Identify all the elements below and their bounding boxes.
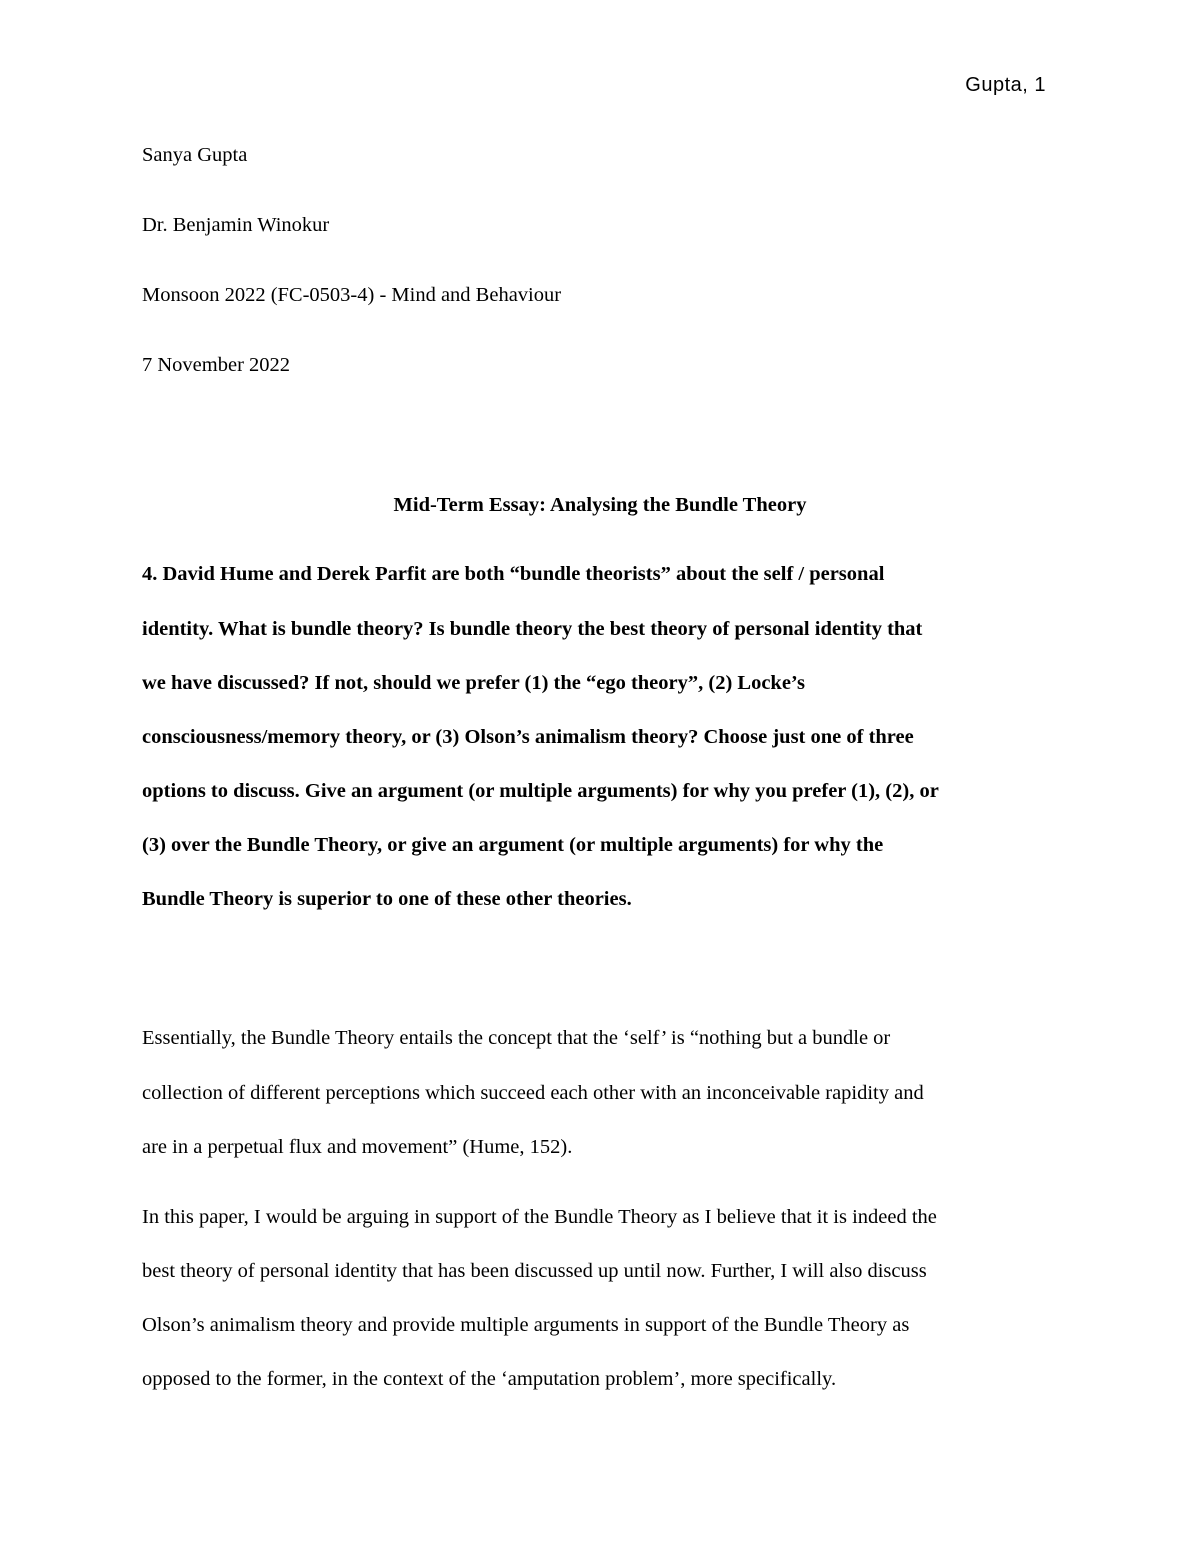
paragraph-line: best theory of personal identity that has been discussed up until now. Further, I will also discuss [142,1260,927,1282]
paragraph-line: Essentially, the Bundle Theory entails the concept that the ‘self’ is “nothing but a bundle or [142,1027,891,1049]
paragraph-line: opposed to the former, in the context of the ‘amputation problem’, more specifically. [142,1368,837,1390]
question-line: we have discussed? If not, should we prefer (1) the “ego theory”, (2) Locke’s [142,672,805,694]
question-line: (3) over the Bundle Theory, or give an argument (or multiple arguments) for why the [142,834,884,856]
paragraph-line: are in a perpetual flux and movement” (Hume, 152). [142,1136,573,1158]
course-name: Monsoon 2022 (FC-0503-4) - Mind and Behaviour [142,284,562,306]
paragraph-line: collection of different perceptions which succeed each other with an inconceivable rapidity and [142,1082,924,1104]
essay-title: Mid-Term Essay: Analysing the Bundle Theory [393,494,807,516]
question-line: consciousness/memory theory, or (3) Olson’s animalism theory? Choose just one of three [142,726,914,748]
author-name: Sanya Gupta [142,144,248,166]
question-line: identity. What is bundle theory? Is bundle theory the best theory of personal identity that [142,618,923,640]
instructor-name: Dr. Benjamin Winokur [142,214,330,236]
essay-date: 7 November 2022 [142,354,291,376]
running-head: Gupta, 1 [965,74,1046,96]
question-line: options to discuss. Give an argument (or multiple arguments) for why you prefer (1), (2), or [142,780,939,802]
question-line: Bundle Theory is superior to one of these other theories. [142,888,632,910]
paragraph-line: Olson’s animalism theory and provide multiple arguments in support of the Bundle Theory as [142,1314,910,1336]
paragraph-line: In this paper, I would be arguing in support of the Bundle Theory as I believe that it is indeed the [142,1206,937,1228]
question-line: 4. David Hume and Derek Parfit are both “bundle theorists” about the self / personal [142,563,885,585]
